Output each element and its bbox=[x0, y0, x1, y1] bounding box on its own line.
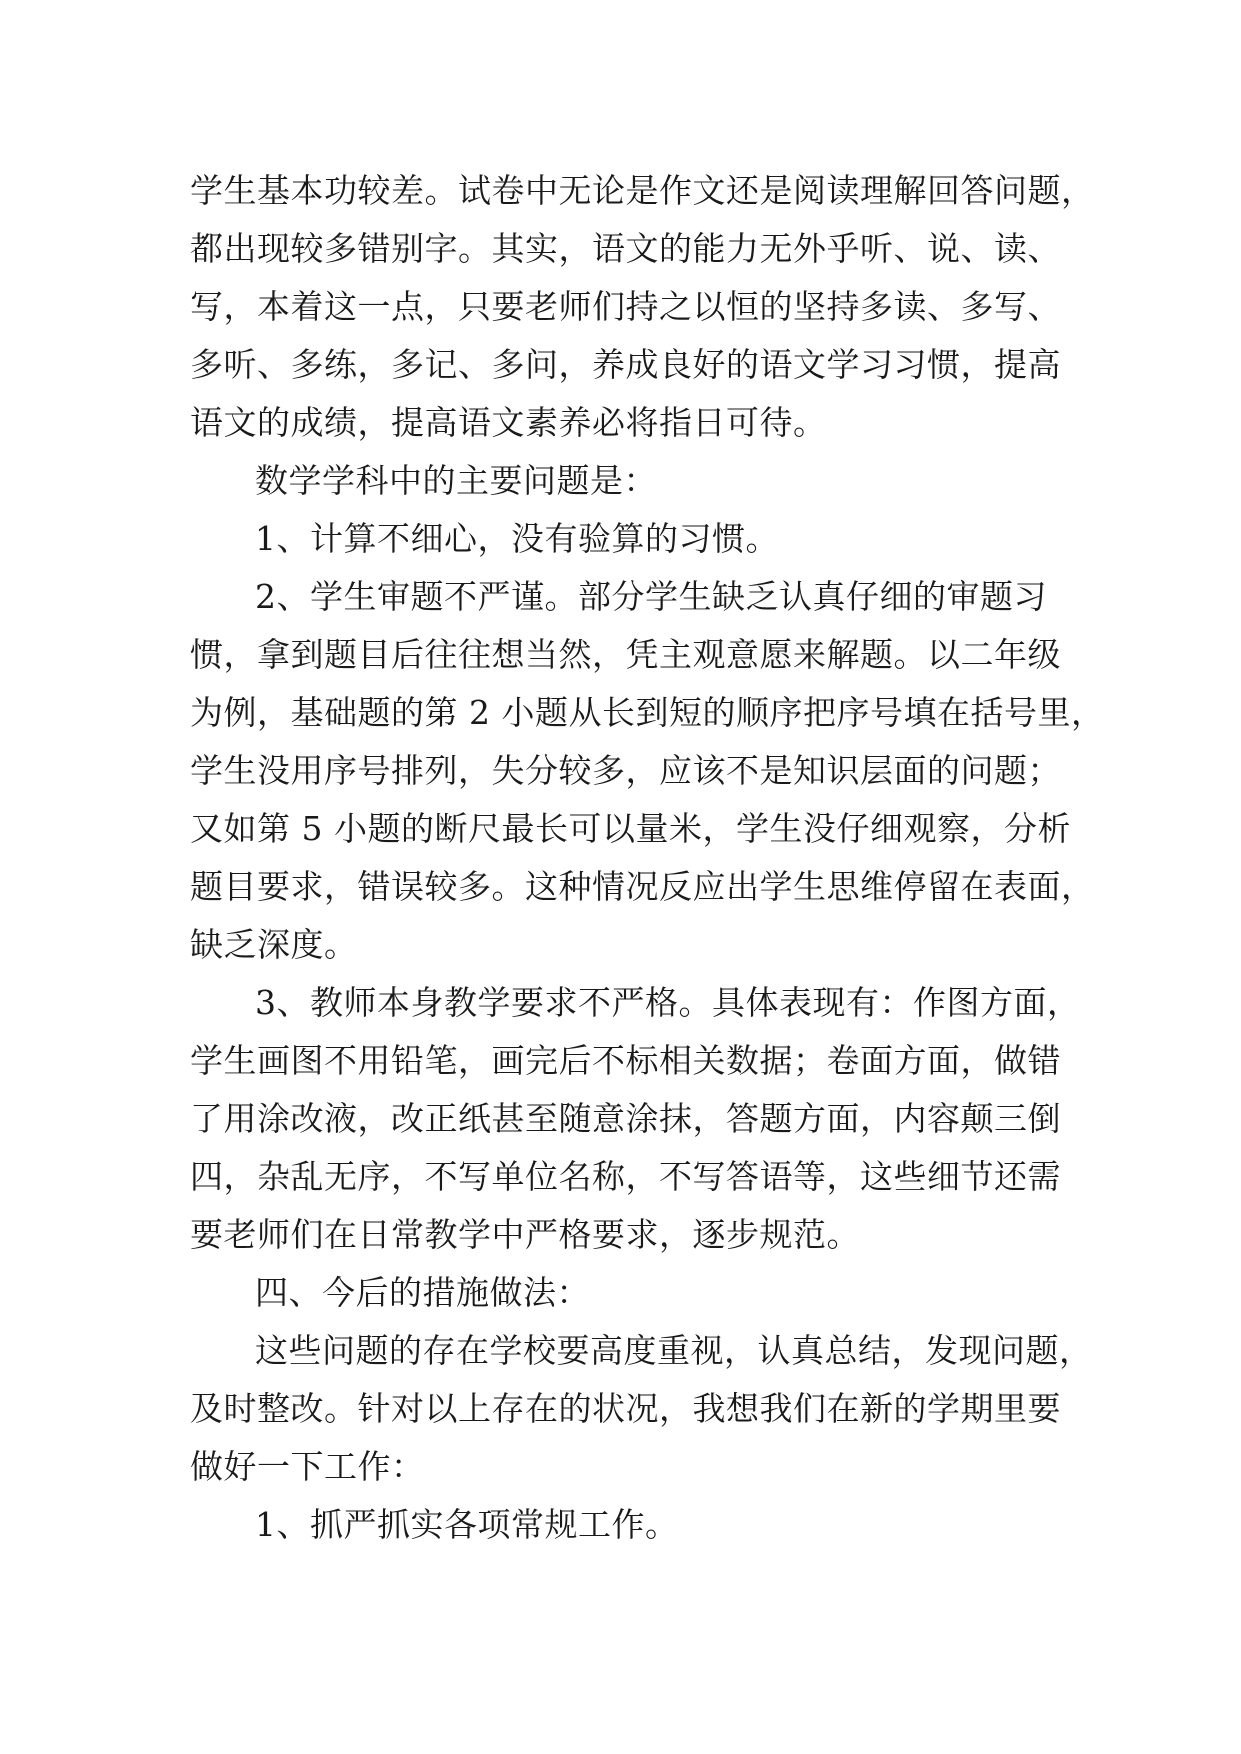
text-line: 要老师们在日常教学中严格要求，逐步规范。 bbox=[190, 1215, 860, 1254]
text-line: 学生画图不用铅笔，画完后不标相关数据；卷面方面，做错 bbox=[190, 1041, 1061, 1080]
text-line: 为例，基础题的第 2 小题从长到短的顺序把序号填在括号里， bbox=[190, 693, 1105, 732]
text-line: 1、抓严抓实各项常规工作。 bbox=[255, 1505, 679, 1544]
text-line: 及时整改。针对以上存在的状况，我想我们在新的学期里要 bbox=[190, 1389, 1061, 1428]
text-line: 缺乏深度。 bbox=[190, 925, 358, 964]
text-line: 2、学生审题不严谨。部分学生缺乏认真仔细的审题习 bbox=[255, 577, 1047, 616]
section-heading: 数学学科中的主要问题是： bbox=[255, 461, 657, 500]
text-line: 学生没用序号排列，失分较多，应该不是知识层面的问题； bbox=[190, 751, 1061, 790]
text-line: 又如第 5 小题的断尺最长可以量米，学生没仔细观察，分析 bbox=[190, 809, 1071, 848]
text-line: 都出现较多错别字。其实，语文的能力无外乎听、说、读、 bbox=[190, 229, 1061, 268]
text-line: 语文的成绩，提高语文素养必将指日可待。 bbox=[190, 403, 827, 442]
text-line: 了用涂改液，改正纸甚至随意涂抹，答题方面，内容颠三倒 bbox=[190, 1099, 1061, 1138]
text-line: 这些问题的存在学校要高度重视，认真总结，发现问题， bbox=[255, 1331, 1093, 1370]
text-line: 题目要求，错误较多。这种情况反应出学生思维停留在表面， bbox=[190, 867, 1095, 906]
section-heading: 四、今后的措施做法： bbox=[255, 1273, 590, 1312]
text-line: 学生基本功较差。试卷中无论是作文还是阅读理解回答问题， bbox=[190, 171, 1095, 210]
text-line: 写，本着这一点，只要老师们持之以恒的坚持多读、多写、 bbox=[190, 287, 1061, 326]
text-line: 多听、多练，多记、多问，养成良好的语文学习习惯，提高 bbox=[190, 345, 1061, 384]
text-line: 3、教师本身教学要求不严格。具体表现有：作图方面， bbox=[255, 983, 1081, 1022]
text-line: 惯，拿到题目后往往想当然，凭主观意愿来解题。以二年级 bbox=[190, 635, 1061, 674]
text-line: 四，杂乱无序，不写单位名称，不写答语等，这些细节还需 bbox=[190, 1157, 1061, 1196]
text-line: 1、计算不细心，没有验算的习惯。 bbox=[255, 519, 779, 558]
text-line: 做好一下工作： bbox=[190, 1447, 425, 1486]
